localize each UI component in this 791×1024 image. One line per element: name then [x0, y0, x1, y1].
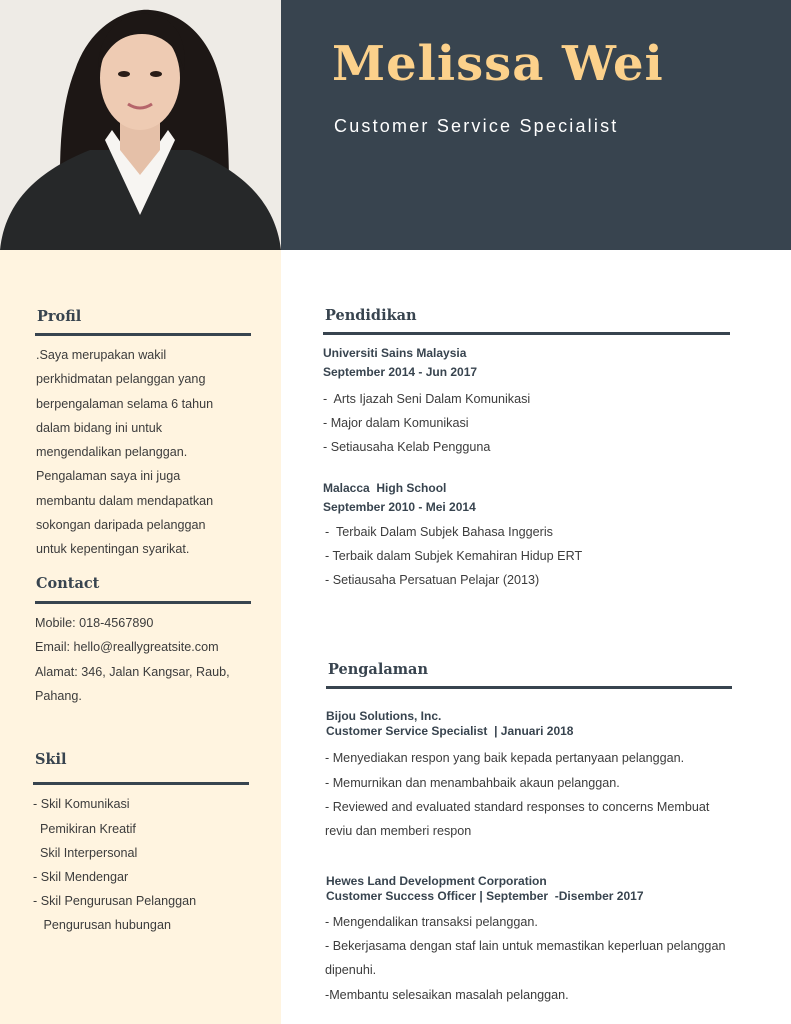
skill-item: Skil Interpersonal	[33, 846, 138, 860]
education-heading: Pendidikan	[325, 307, 417, 324]
profile-line: sokongan daripada pelanggan	[36, 518, 206, 532]
education-point: - Terbaik dalam Subjek Kemahiran Hidup ERT	[325, 549, 583, 563]
profile-heading: Profil	[37, 308, 82, 325]
contact-heading: Contact	[36, 575, 100, 592]
experience-divider	[326, 686, 732, 689]
contact-divider	[35, 601, 251, 604]
profile-line: perkhidmatan pelanggan yang	[36, 372, 206, 386]
profile-line: mengendalikan pelanggan.	[36, 445, 188, 459]
contact-email[interactable]: Email: hello@reallygreatsite.com	[35, 640, 219, 654]
education-point: - Terbaik Dalam Subjek Bahasa Inggeris	[325, 525, 553, 539]
skills-divider	[33, 782, 249, 785]
contact-address-cont: Pahang.	[35, 689, 82, 703]
profile-line: membantu dalam mendapatkan	[36, 494, 214, 508]
contact-mobile: Mobile: 018-4567890	[35, 616, 154, 630]
experience-line: - Memurnikan dan menambahbaik akaun pelanggan.	[325, 776, 620, 790]
experience-line: - Bekerjasama dengan staf lain untuk memastikan keperluan pelanggan	[325, 939, 726, 953]
person-name: Melissa Wei	[332, 36, 664, 92]
education-period: September 2010 - Mei 2014	[323, 500, 476, 514]
experience-line: -Membantu selesaikan masalah pelanggan.	[325, 988, 569, 1002]
skill-item: Pemikiran Kreatif	[33, 822, 136, 836]
education-point: - Setiausaha Persatuan Pelajar (2013)	[325, 573, 540, 587]
education-institution: Universiti Sains Malaysia	[323, 346, 467, 360]
experience-line: dipenuhi.	[325, 963, 377, 977]
experience-company: Hewes Land Development Corporation	[326, 874, 547, 888]
profile-photo	[0, 0, 281, 250]
profile-divider	[35, 333, 251, 336]
profile-line: .Saya merupakan wakil	[36, 348, 167, 362]
skill-item: - Skil Mendengar	[33, 870, 129, 884]
education-point: - Setiausaha Kelab Pengguna	[323, 440, 491, 454]
skill-item: - Skil Komunikasi	[33, 797, 130, 811]
skills-heading: Skil	[35, 751, 67, 768]
experience-role: Customer Service Specialist | Januari 2018	[326, 724, 574, 738]
education-point: - Major dalam Komunikasi	[323, 416, 469, 430]
profile-line: dalam bidang ini untuk	[36, 421, 163, 435]
profile-line: Pengalaman saya ini juga	[36, 469, 181, 483]
experience-line: reviu dan memberi respon	[325, 824, 472, 838]
experience-company: Bijou Solutions, Inc.	[326, 709, 442, 723]
skill-item: Pengurusan hubungan	[33, 918, 171, 932]
portrait-image	[0, 0, 281, 250]
experience-line: - Reviewed and evaluated standard responses to concerns Membuat	[325, 800, 710, 814]
skill-item: - Skil Pengurusan Pelanggan	[33, 894, 197, 908]
education-period: September 2014 - Jun 2017	[323, 365, 478, 379]
experience-line: - Menyediakan respon yang baik kepada pertanyaan pelanggan.	[325, 751, 685, 765]
education-point: - Arts Ijazah Seni Dalam Komunikasi	[323, 392, 531, 406]
contact-address: Alamat: 346, Jalan Kangsar, Raub,	[35, 665, 230, 679]
profile-line: berpengalaman selama 6 tahun	[36, 397, 214, 411]
profile-line: untuk kepentingan syarikat.	[36, 542, 190, 556]
education-institution: Malacca High School	[323, 481, 447, 495]
job-title: Customer Service Specialist	[334, 116, 619, 136]
experience-role: Customer Success Officer | September -Disember 2017	[326, 889, 644, 903]
experience-line: - Mengendalikan transaksi pelanggan.	[325, 915, 538, 929]
education-divider	[323, 332, 730, 335]
experience-heading: Pengalaman	[328, 661, 428, 678]
